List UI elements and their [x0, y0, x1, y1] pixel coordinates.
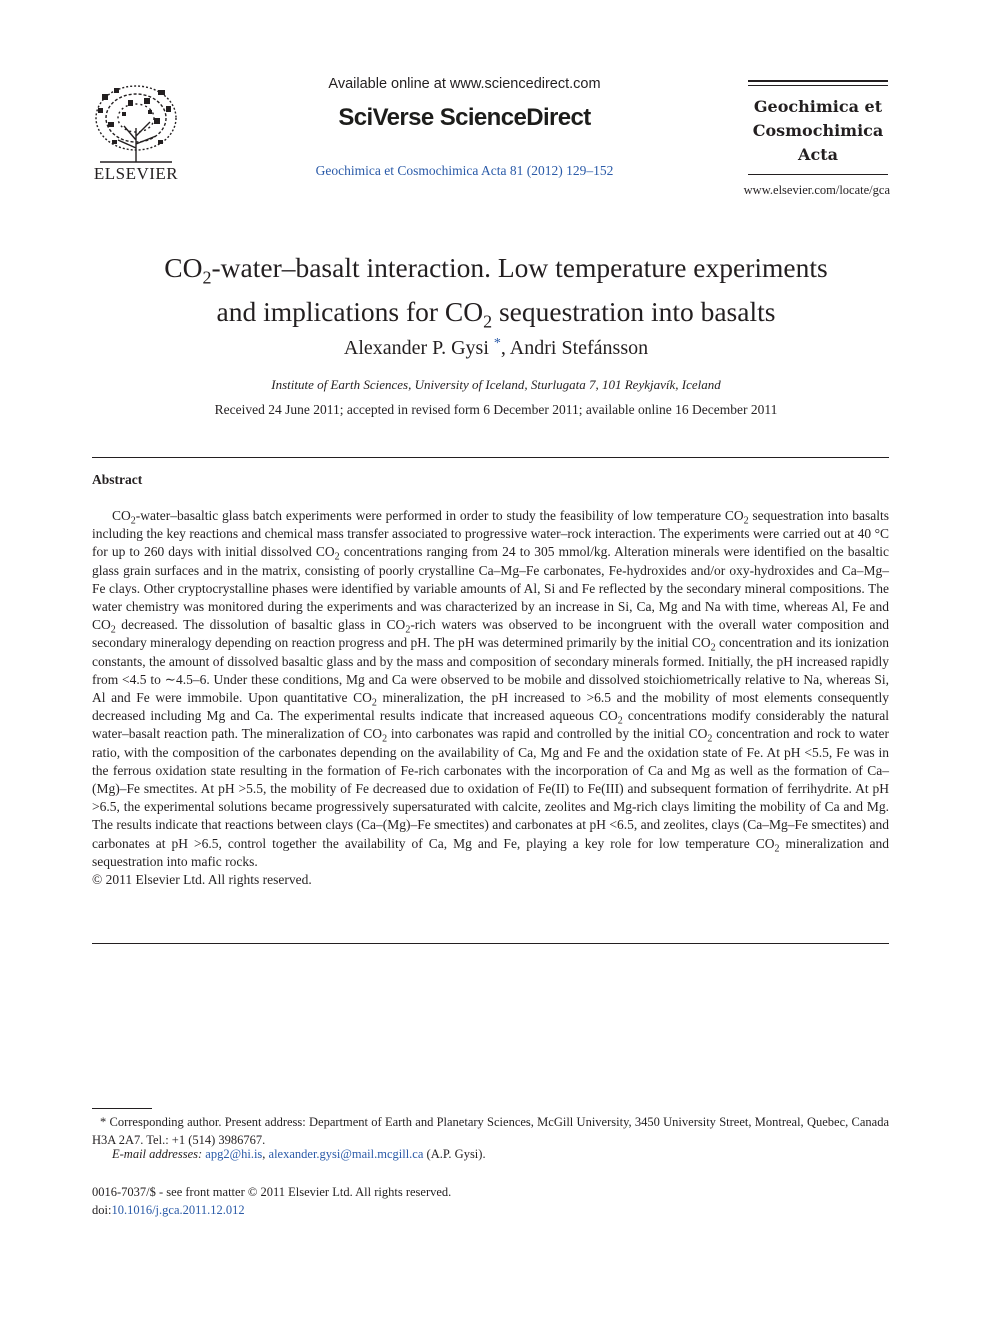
title-line-2: [60, 295, 932, 339]
subscript: 2: [707, 734, 713, 746]
title-subscript: 2: [483, 311, 493, 331]
email-footnote: [112, 1147, 892, 1162]
abstract-heading: Abstract: [92, 472, 143, 487]
platform-name: SciVerse ScienceDirect: [338, 104, 591, 131]
abstract-text: concentrations ranging from 24 to 305 mmol/kg. Alteration minerals were identified on the basaltic glass grain surfaces and in the matrix, consisting of poorly crystalline Ca–Mg–Fe carbonates, Fe-hydroxides and/or oxy-hydroxides and Ca–Mg–Fe clays. Other cryptocrystalline phases were identified by variable amounts of Al, Si and Fe reflected by the secondary mineral compositions. The water chemistry was monitored during the experiments and was characterized by an increase in Si, Ca, Mg and Na with time, whereas Al, Fe and CO: [92, 544, 889, 633]
subscript: 2: [710, 643, 716, 655]
email-link[interactable]: apg2@hi.is: [205, 1147, 263, 1161]
abstract-body: [92, 507, 889, 889]
email-link[interactable]: alexander.gysi@mail.mcgill.ca: [268, 1147, 424, 1161]
footnote-rule: [92, 1108, 152, 1109]
article-dates: Received 24 June 2011; accepted in revised form 6 December 2011; available online 16 December 2011: [214, 402, 778, 417]
elsevier-logo: [88, 78, 184, 184]
abstract-top-rule: [92, 457, 889, 458]
title-part: and implications for CO: [216, 295, 484, 327]
journal-top-rule-thin: [748, 85, 888, 86]
copyright-line: © 2011 Elsevier Ltd. All rights reserved.: [92, 872, 312, 888]
subscript: 2: [334, 552, 340, 564]
abstract-text: concentration and its ionization constants, the amount of dissolved basaltic glass and by the mass and composition of secondary minerals formed. Initially, the pH increased rapidly from <4.5 to ∼4.5–6. Under these conditions, Mg and Ca were observed to be mobile and dissolved stoichiometrically relative to Na, whereas Si, Al and Fe were immobile. Upon quantitative CO: [92, 635, 889, 706]
footnote-mark: *: [100, 1115, 107, 1129]
journal-bottom-rule: [748, 174, 888, 175]
abstract-text: -rich waters was observed to be incongruent with the overall water composition and secondary mineralogy depending on reaction progress and pH. The pH was determined primarily by the initial CO: [92, 617, 889, 651]
author-list: [60, 337, 932, 360]
affiliation: Institute of Earth Sciences, University of Iceland, Sturlugata 7, 101 Reykjavík, Iceland: [271, 377, 721, 392]
journal-url[interactable]: www.elsevier.com/locate/gca: [743, 183, 890, 197]
front-matter: [92, 1183, 451, 1219]
journal-name-line: Cosmochimica: [752, 121, 884, 140]
title-line-1: [60, 251, 932, 295]
email-separator: ,: [262, 1147, 269, 1161]
publisher-logo-text: ELSEVIER: [93, 164, 179, 183]
abstract-text: mineralization, the pH increased to >6.5 and the mobility of most elements consequently decreased including Mg and Ca. The experimental results indicate that increased aqueous CO: [92, 690, 890, 724]
journal-name-line: Geochimica et: [753, 97, 883, 116]
title-part: CO: [164, 252, 203, 283]
abstract-text: sequestration into basalts including the key reactions and chemical mass transfer associated to progressive water–rock interaction. The experiments were carried out at 40 °C for up to 260 days with initial dissolved CO: [92, 508, 889, 560]
email-label: E-mail addresses:: [112, 1147, 203, 1161]
title-part: sequestration into basalts: [492, 295, 776, 327]
journal-name: [745, 95, 891, 167]
issn-line: 0016-7037/$ - see front matter © 2011 Elsevier Ltd. All rights reserved.: [92, 1185, 452, 1199]
email-suffix: (A.P. Gysi).: [423, 1147, 486, 1161]
subscript: 2: [371, 697, 377, 709]
abstract-text: CO: [112, 508, 131, 523]
journal-citation-link[interactable]: Geochimica et Cosmochimica Acta 81 (2012) 129–152: [315, 163, 614, 178]
subscript: 2: [110, 624, 116, 636]
article-title: [60, 251, 932, 338]
abstract-text: -water–basaltic glass batch experiments were performed in order to study the feasibility of low temperature CO: [135, 508, 744, 523]
abstract-bottom-rule: [92, 943, 889, 944]
subscript: 2: [617, 715, 623, 727]
journal-name-line: Acta: [798, 145, 838, 164]
subscript: 2: [743, 515, 749, 527]
subscript: 2: [405, 624, 411, 636]
abstract-text: concentration and rock to water ratio, with the composition of the carbonates depending on the availability of Ca, Mg and Fe and the oxidation state of Fe. At pH <5.5, Fe was in the ferrous oxidation state resulting in the formation of Fe-rich carbonates with the incorporation of Ca and Mg as well as the formation of Ca–(Mg)–Fe smectites. At pH >5.5, the mobility of Fe decreased due to oxidation of Fe(II) to Fe(III) and subsequent formation of ferrihydrite. At pH >6.5, the experimental solutions became progressively supersaturated with calcite, zeolites and Mg-rich clays limiting the mobility of Ca and Mg. The results indicate that reactions between clays (Ca–(Mg)–Fe smectites) and carbonates at pH <6.5, and zeolites, clays (Ca–Mg–Fe smectites) and carbonates at pH >6.5, control together the availability of Ca, Mg and Fe, playing a key role for low temperature CO: [92, 726, 889, 851]
corresponding-author-mark[interactable]: *: [493, 336, 501, 351]
doi-label: doi:: [92, 1203, 112, 1217]
footnote-text: Corresponding author. Present address: Department of Earth and Planetary Sciences, McGill University, 3450 University Street, Montreal, Quebec, Canada H3A 2A7. Tel.: +1 (514) 3986767.: [92, 1115, 889, 1147]
author-name: Alexander P. Gysi: [343, 337, 489, 359]
doi-link[interactable]: 10.1016/j.gca.2011.12.012: [111, 1203, 245, 1217]
subscript: 2: [130, 515, 136, 527]
doi-line: [92, 1201, 451, 1219]
abstract-text: decreased. The dissolution of basaltic glass in CO: [115, 617, 406, 633]
subscript: 2: [774, 843, 780, 855]
author-separator: ,: [500, 337, 510, 359]
title-part: -water–basalt interaction. Low temperature experiments: [211, 252, 828, 283]
abstract-text: mineralization and sequestration into mafic rocks.: [92, 835, 889, 869]
available-online-text: Available online at www.sciencedirect.com: [328, 76, 601, 92]
corresponding-author-footnote: [92, 1113, 889, 1149]
abstract-text: into carbonates was rapid and controlled by the initial CO: [387, 726, 708, 742]
journal-top-rule: [748, 80, 888, 82]
abstract-text: concentrations modify considerably the natural water–basalt reaction path. The mineralization of CO: [92, 708, 889, 742]
title-subscript: 2: [202, 267, 212, 288]
subscript: 2: [382, 734, 388, 746]
author-name: Andri Stefánsson: [509, 337, 649, 359]
